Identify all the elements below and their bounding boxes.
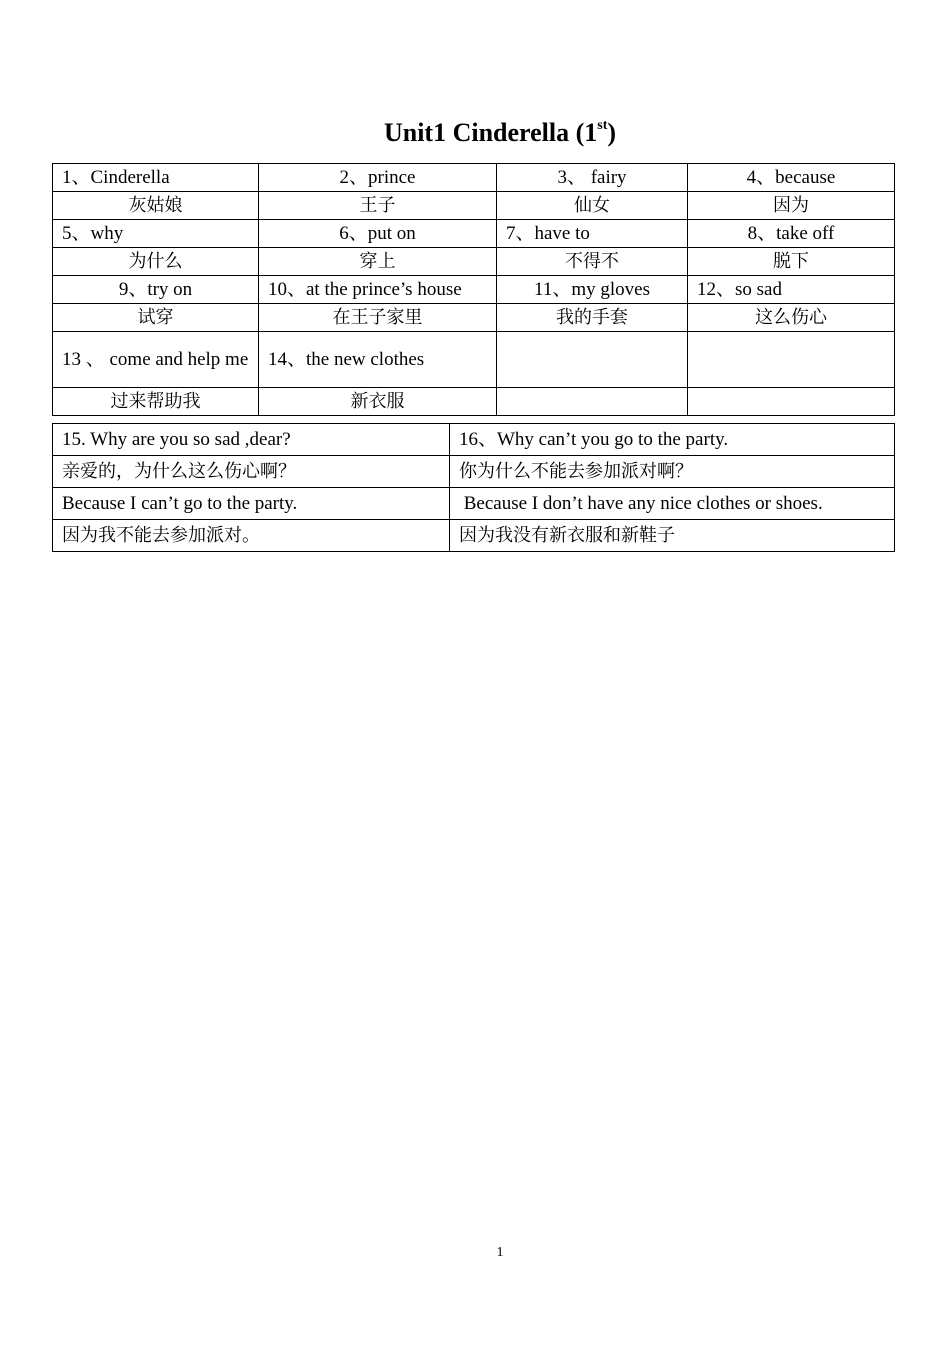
vocab-en-cell: 7、have to [497, 220, 688, 248]
vocab-cn-cell: 王子 [259, 192, 497, 220]
vocab-cn-cell: 过来帮助我 [53, 388, 259, 416]
table-row [53, 424, 895, 456]
vocab-en-cell: 5、why [53, 220, 259, 248]
sentence-cell: 你为什么不能去参加派对啊？ [450, 456, 895, 488]
table-row [53, 520, 895, 552]
sentence-cell: 因为我不能去参加派对。 [53, 520, 450, 552]
table-row [53, 456, 895, 488]
vocab-en-cell: 2、prince [259, 164, 497, 192]
page-number: 1 [496, 1245, 504, 1260]
table-row [53, 248, 895, 276]
sentence-cell: 亲爱的，为什么这么伤心啊？ [53, 456, 450, 488]
vocab-cn-cell: 试穿 [53, 304, 259, 332]
table-row [53, 332, 895, 388]
table-row [53, 164, 895, 192]
table-row [53, 388, 895, 416]
table-row [53, 488, 895, 520]
vocab-en-cell: 10、at the prince’s house [259, 276, 497, 304]
empty-cell [497, 332, 688, 388]
sentence-cell: Because I can’t go to the party. [53, 488, 450, 520]
vocab-en-cell: 1、Cinderella [53, 164, 259, 192]
vocab-cn-cell: 为什么 [53, 248, 259, 276]
vocab-cn-cell: 在王子家里 [259, 304, 497, 332]
sentence-cell: 16、Why can’t you go to the party. [450, 424, 895, 456]
empty-cell [688, 388, 895, 416]
vocab-cn-cell: 新衣服 [259, 388, 497, 416]
vocab-en-cell: 6、put on [259, 220, 497, 248]
vocab-cn-cell: 这么伤心 [688, 304, 895, 332]
table-row [53, 220, 895, 248]
vocab-en-cell: 11、my gloves [497, 276, 688, 304]
empty-cell [497, 388, 688, 416]
vocab-cn-cell: 因为 [688, 192, 895, 220]
sentence-cell: Because I don’t have any nice clothes or shoes. [450, 488, 895, 520]
sentence-cell: 因为我没有新衣服和新鞋子 [450, 520, 895, 552]
vocab-cn-cell: 仙女 [497, 192, 688, 220]
vocab-en-cell: 14、the new clothes [259, 332, 497, 388]
table-row [53, 276, 895, 304]
page-title: Unit1 Cinderella (1st) [383, 118, 617, 147]
vocab-en-cell: 3、 fairy [497, 164, 688, 192]
sentence-table [52, 423, 895, 552]
vocab-cn-cell: 不得不 [497, 248, 688, 276]
sentence-cell: 15. Why are you so sad ,dear? [53, 424, 450, 456]
vocabulary-table [52, 163, 895, 416]
vocab-cn-cell: 我的手套 [497, 304, 688, 332]
table-row [53, 304, 895, 332]
vocab-cn-cell: 灰姑娘 [53, 192, 259, 220]
table-row [53, 192, 895, 220]
vocab-en-cell: 8、take off [688, 220, 895, 248]
vocab-en-cell: 9、try on [53, 276, 259, 304]
vocab-en-cell: 13 、 come and help me [53, 332, 259, 388]
empty-cell [688, 332, 895, 388]
vocab-cn-cell: 穿上 [259, 248, 497, 276]
vocab-en-cell: 12、so sad [688, 276, 895, 304]
vocab-en-cell: 4、because [688, 164, 895, 192]
vocab-cn-cell: 脱下 [688, 248, 895, 276]
